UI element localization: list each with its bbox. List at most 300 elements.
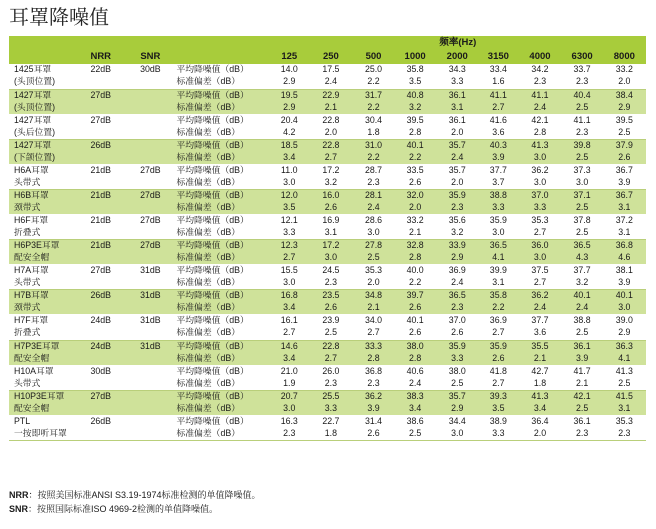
table-row — [9, 114, 646, 139]
sd-value: 3.9 — [618, 277, 631, 288]
snr-cell — [124, 340, 176, 365]
sd-value: 2.0 — [533, 427, 547, 438]
mean-value: 37.7 — [489, 164, 507, 175]
value-cell — [603, 315, 646, 340]
sd-label: 标准偏差（dB） — [176, 76, 240, 86]
model-variant: 配安全帽 — [14, 402, 50, 413]
table-row — [9, 365, 646, 390]
sd-value: 2.8 — [409, 352, 422, 363]
sd-value: 3.0 — [283, 277, 296, 288]
value-cell — [394, 265, 436, 290]
mean-value: 16.1 — [280, 315, 298, 326]
mean-value: 21.0 — [280, 365, 298, 376]
metric-label-cell — [176, 64, 269, 89]
header-blank — [9, 36, 77, 49]
value-cell — [436, 164, 478, 189]
value-cell — [562, 340, 603, 365]
value-cell — [270, 89, 309, 114]
mean-value: 14.0 — [280, 64, 298, 74]
sd-value: 3.1 — [492, 277, 505, 288]
value-cell — [603, 290, 646, 315]
sd-value: 3.3 — [324, 402, 337, 413]
sd-label: 标准偏差（dB） — [176, 427, 240, 438]
mean-value: 41.1 — [573, 114, 591, 125]
model-variant: 折叠式 — [14, 327, 41, 338]
mean-value: 41.8 — [489, 365, 507, 376]
value-cell — [562, 390, 603, 415]
model-name: 1427耳罩 — [14, 89, 52, 100]
frequency-header-cell: 6300 — [562, 49, 603, 64]
value-cell — [478, 415, 518, 440]
sd-value: 1.8 — [533, 377, 547, 388]
mean-value: 35.9 — [448, 189, 466, 200]
value-cell — [603, 365, 646, 390]
value-cell — [436, 390, 478, 415]
sd-value: 2.6 — [451, 327, 464, 338]
mean-value: 35.9 — [448, 340, 466, 351]
sd-value: 2.3 — [283, 427, 296, 438]
value-cell — [394, 290, 436, 315]
sd-value: 2.3 — [367, 377, 380, 388]
nrr-cell — [77, 189, 124, 214]
value-cell — [562, 215, 603, 240]
value-cell — [270, 315, 309, 340]
value-cell — [562, 315, 603, 340]
frequency-header-cell: 4000 — [518, 49, 561, 64]
mean-value: 36.0 — [531, 240, 549, 251]
value-cell — [518, 164, 561, 189]
mean-value: 39.5 — [406, 114, 424, 125]
model-cell — [9, 114, 77, 139]
mean-value: 34.4 — [448, 415, 466, 426]
mean-value: 36.5 — [489, 240, 507, 251]
snr-cell — [124, 89, 176, 114]
sd-value: 2.7 — [492, 101, 505, 112]
sd-value: 2.5 — [451, 377, 464, 388]
mean-value: 31.0 — [364, 139, 383, 150]
mean-value: 17.2 — [322, 240, 340, 251]
sd-value: 2.4 — [533, 101, 547, 112]
sd-value: 2.0 — [451, 176, 464, 187]
sd-value: 3.0 — [533, 176, 547, 187]
value-cell — [394, 340, 436, 365]
table-row — [9, 415, 646, 440]
value-cell — [478, 340, 518, 365]
mean-value: 37.0 — [448, 315, 466, 326]
snr-value: 27dB — [140, 215, 161, 226]
snr-value — [124, 115, 176, 127]
mean-value: 33.5 — [406, 164, 424, 175]
nrr-value: 27dB — [90, 114, 112, 125]
sd-value: 2.5 — [575, 201, 589, 212]
sd-value: 3.1 — [451, 101, 464, 112]
sd-label: 标准偏差（dB） — [176, 101, 240, 112]
value-cell — [603, 139, 646, 164]
value-cell — [394, 64, 436, 89]
mean-value: 35.5 — [531, 340, 549, 351]
sd-value: 3.1 — [618, 201, 631, 212]
value-cell — [309, 265, 353, 290]
value-cell — [270, 415, 309, 440]
mean-value: 38.8 — [489, 189, 507, 200]
mean-value: 41.5 — [615, 390, 633, 401]
sd-label: 标准偏差（dB） — [176, 252, 240, 263]
value-cell — [309, 64, 353, 89]
value-cell — [562, 114, 603, 139]
sd-value: 3.9 — [618, 176, 631, 187]
value-cell — [518, 390, 561, 415]
sd-value: 3.4 — [409, 402, 422, 413]
mean-value: 35.7 — [448, 390, 466, 401]
snr-cell — [124, 365, 176, 390]
value-cell — [309, 215, 353, 240]
metric-label-cell — [176, 139, 269, 164]
nrr-value: 27dB — [90, 89, 112, 100]
mean-value: 36.2 — [531, 290, 549, 301]
value-cell — [603, 265, 646, 290]
value-cell — [309, 139, 353, 164]
sd-value: 3.4 — [283, 352, 296, 363]
table-row — [9, 240, 646, 265]
mean-value: 20.7 — [280, 390, 298, 401]
nrr-cell — [77, 240, 124, 265]
value-cell — [518, 340, 561, 365]
mean-value: 40.0 — [406, 265, 424, 276]
mean-value: 42.1 — [531, 114, 549, 125]
mean-label: 平均降噪值（dB） — [176, 340, 249, 351]
value-cell — [270, 240, 309, 265]
value-cell — [603, 240, 646, 265]
sd-value: 3.0 — [492, 227, 505, 238]
sd-label: 标准偏差（dB） — [176, 302, 240, 313]
snr-value — [124, 391, 176, 403]
mean-value: 22.7 — [322, 415, 340, 426]
value-cell — [478, 114, 518, 139]
sd-value: 3.5 — [283, 201, 296, 212]
model-variant: 一按即听耳罩 — [14, 427, 67, 438]
nrr-value: 27dB — [90, 265, 112, 276]
model-name: 1427耳罩 — [14, 139, 52, 150]
sd-value: 2.3 — [451, 302, 464, 313]
mean-value: 36.1 — [573, 415, 591, 426]
mean-value: 35.9 — [489, 340, 507, 351]
sd-value: 1.6 — [492, 76, 505, 86]
mean-value: 35.9 — [489, 215, 507, 226]
mean-value: 40.4 — [573, 89, 591, 100]
mean-value: 39.8 — [573, 139, 591, 150]
sd-value: 2.6 — [409, 302, 422, 313]
value-cell — [518, 89, 561, 114]
sd-value: 4.1 — [492, 252, 505, 263]
value-cell — [478, 290, 518, 315]
sd-value: 3.7 — [492, 176, 505, 187]
value-cell — [518, 240, 561, 265]
model-cell — [9, 64, 77, 89]
mean-value: 25.0 — [364, 64, 383, 74]
model-variant: (头顶位置) — [14, 76, 56, 86]
value-cell — [270, 164, 309, 189]
model-name: 1427耳罩 — [14, 114, 52, 125]
sd-value: 2.5 — [575, 327, 589, 338]
value-cell — [518, 64, 561, 89]
sd-value: 2.4 — [575, 302, 589, 313]
value-cell — [270, 64, 309, 89]
model-cell — [9, 390, 77, 415]
sd-value: 3.1 — [618, 402, 631, 413]
snr-value — [124, 140, 176, 152]
model-name: H10P3E耳罩 — [14, 390, 65, 401]
footnote — [9, 502, 261, 516]
model-name: H10A耳罩 — [14, 365, 54, 376]
sd-value: 2.7 — [283, 327, 296, 338]
sd-value: 2.2 — [367, 151, 380, 162]
sd-value: 3.1 — [324, 227, 337, 238]
value-cell — [478, 315, 518, 340]
sd-value: 2.0 — [367, 277, 380, 288]
snr-cell — [124, 139, 176, 164]
value-cell — [353, 365, 394, 390]
metric-label-cell — [176, 290, 269, 315]
mean-value: 20.4 — [280, 114, 298, 125]
sd-value: 2.2 — [492, 302, 505, 313]
value-cell — [562, 64, 603, 89]
mean-value: 28.7 — [364, 164, 383, 175]
sd-value: 2.7 — [367, 327, 380, 338]
value-cell — [270, 365, 309, 390]
sd-value: 2.5 — [618, 126, 631, 137]
metric-label-cell — [176, 164, 269, 189]
mean-value: 35.3 — [531, 215, 549, 226]
mean-value: 37.8 — [573, 215, 591, 226]
model-cell — [9, 365, 77, 390]
mean-value: 14.6 — [280, 340, 298, 351]
sd-value: 3.9 — [575, 352, 589, 363]
mean-value: 40.1 — [406, 315, 424, 326]
value-cell — [353, 340, 394, 365]
model-variant: (头顶位置) — [14, 101, 56, 112]
model-name: H6A耳罩 — [14, 164, 49, 175]
model-variant: 配安全帽 — [14, 252, 50, 263]
table-row — [9, 215, 646, 240]
value-cell — [394, 365, 436, 390]
sd-value: 2.1 — [367, 302, 380, 313]
snr-cell — [124, 290, 176, 315]
mean-value: 40.3 — [489, 139, 507, 150]
sd-value: 2.0 — [409, 201, 422, 212]
value-cell — [353, 290, 394, 315]
mean-value: 19.5 — [280, 89, 298, 100]
value-cell — [309, 189, 353, 214]
metric-label-cell — [176, 89, 269, 114]
sd-value: 3.4 — [533, 402, 547, 413]
mean-value: 36.9 — [448, 265, 466, 276]
metric-label-cell — [176, 365, 269, 390]
mean-value: 32.8 — [406, 240, 424, 251]
mean-value: 39.0 — [615, 315, 633, 326]
value-cell — [309, 415, 353, 440]
mean-value: 41.3 — [615, 365, 633, 376]
mean-value: 37.1 — [573, 189, 591, 200]
attenuation-table — [9, 36, 646, 441]
mean-value: 36.2 — [531, 164, 549, 175]
mean-value: 36.4 — [531, 415, 549, 426]
model-cell — [9, 189, 77, 214]
mean-value: 16.8 — [280, 290, 298, 301]
model-cell — [9, 139, 77, 164]
footnote-term: SNR — [9, 504, 29, 514]
model-cell — [9, 164, 77, 189]
value-cell — [436, 64, 478, 89]
snr-cell — [124, 64, 176, 89]
model-variant: 头带式 — [14, 377, 41, 388]
value-cell — [309, 164, 353, 189]
sd-value: 3.0 — [575, 176, 589, 187]
snr-cell — [124, 189, 176, 214]
sd-value: 2.3 — [451, 201, 464, 212]
value-cell — [309, 290, 353, 315]
sd-value: 3.0 — [533, 252, 547, 263]
table-row — [9, 89, 646, 114]
mean-value: 36.7 — [615, 189, 633, 200]
mean-value: 17.2 — [322, 164, 340, 175]
sd-value: 3.3 — [451, 76, 464, 86]
value-cell — [518, 189, 561, 214]
sd-value: 3.4 — [283, 151, 296, 162]
value-cell — [603, 114, 646, 139]
mean-label: 平均降噪值（dB） — [176, 64, 249, 74]
mean-value: 12.0 — [280, 189, 298, 200]
value-cell — [353, 240, 394, 265]
snr-cell — [124, 390, 176, 415]
mean-value: 25.5 — [322, 390, 340, 401]
sd-value: 3.4 — [283, 302, 296, 313]
value-cell — [436, 340, 478, 365]
mean-label: 平均降噪值（dB） — [176, 290, 249, 301]
mean-value: 41.6 — [489, 114, 507, 125]
mean-value: 42.7 — [531, 365, 549, 376]
value-cell — [309, 390, 353, 415]
sd-label: 标准偏差（dB） — [176, 227, 240, 238]
mean-value: 35.6 — [448, 215, 466, 226]
value-cell — [603, 390, 646, 415]
sd-value: 2.4 — [533, 302, 547, 313]
value-cell — [518, 365, 561, 390]
sd-value: 2.9 — [618, 101, 631, 112]
mean-value: 38.3 — [406, 390, 424, 401]
sd-value: 3.5 — [409, 76, 422, 86]
mean-value: 16.0 — [322, 189, 340, 200]
sd-value: 3.0 — [283, 176, 296, 187]
value-cell — [394, 114, 436, 139]
mean-value: 37.5 — [531, 265, 549, 276]
table-row — [9, 265, 646, 290]
value-cell — [309, 365, 353, 390]
mean-value: 34.3 — [448, 64, 466, 74]
mean-value: 22.9 — [322, 89, 340, 100]
mean-value: 39.3 — [489, 390, 507, 401]
sd-value: 2.4 — [409, 377, 422, 388]
value-cell — [518, 139, 561, 164]
sd-value: 2.6 — [618, 151, 631, 162]
mean-value: 23.9 — [322, 315, 340, 326]
value-cell — [270, 340, 309, 365]
metric-label-cell — [176, 315, 269, 340]
nrr-cell — [77, 290, 124, 315]
sd-value: 2.7 — [324, 151, 337, 162]
footnote — [9, 488, 261, 502]
sd-label: 标准偏差（dB） — [176, 277, 240, 288]
sd-value: 2.9 — [451, 252, 464, 263]
sd-value: 2.2 — [367, 76, 380, 86]
nrr-value: 26dB — [90, 139, 112, 150]
nrr-cell — [77, 365, 124, 390]
model-variant: (下颌位置) — [14, 151, 56, 162]
sd-value: 2.7 — [492, 327, 505, 338]
model-name: H7P3E耳罩 — [14, 340, 60, 351]
sd-value: 3.3 — [492, 427, 505, 438]
value-cell — [478, 390, 518, 415]
value-cell — [270, 290, 309, 315]
model-cell — [9, 340, 77, 365]
value-cell — [518, 114, 561, 139]
mean-value: 39.5 — [615, 114, 633, 125]
mean-label: 平均降噪值（dB） — [176, 215, 249, 226]
sd-value: 3.6 — [492, 126, 505, 137]
nrr-value: 30dB — [90, 365, 112, 376]
sd-label: 标准偏差（dB） — [176, 176, 240, 187]
nrr-value: 24dB — [90, 340, 112, 351]
value-cell — [562, 189, 603, 214]
sd-value: 4.1 — [618, 352, 631, 363]
table-row — [9, 164, 646, 189]
snr-cell — [124, 164, 176, 189]
snr-value: 31dB — [140, 340, 161, 351]
sd-label: 标准偏差（dB） — [176, 151, 240, 162]
footnote-term: NRR — [9, 490, 29, 500]
nrr-cell — [77, 114, 124, 139]
sd-value: 3.3 — [451, 352, 464, 363]
value-cell — [270, 215, 309, 240]
model-name: H6F耳罩 — [14, 215, 49, 226]
mean-label: 平均降噪值（dB） — [176, 240, 249, 251]
mean-value: 41.3 — [531, 390, 549, 401]
sd-value: 3.1 — [618, 227, 631, 238]
metric-label-cell — [176, 265, 269, 290]
value-cell — [436, 114, 478, 139]
mean-label: 平均降噪值（dB） — [176, 139, 249, 150]
table-row — [9, 340, 646, 365]
metric-label-cell — [176, 415, 269, 440]
mean-value: 30.4 — [364, 114, 383, 125]
value-cell — [436, 290, 478, 315]
snr-value — [124, 366, 176, 378]
mean-value: 36.1 — [448, 114, 466, 125]
mean-value: 15.5 — [280, 265, 298, 276]
sd-value: 2.5 — [618, 377, 631, 388]
mean-value: 16.9 — [322, 215, 340, 226]
sd-value: 2.8 — [533, 126, 547, 137]
snr-value: 31dB — [140, 315, 161, 326]
mean-label: 平均降噪值（dB） — [176, 315, 249, 326]
sd-value: 2.3 — [533, 76, 547, 86]
mean-value: 11.0 — [281, 164, 298, 175]
nrr-value: 26dB — [90, 290, 112, 301]
sd-label: 标准偏差（dB） — [176, 402, 240, 413]
footnote-text: ：按照国际标准ISO 4969-2检测的单值降噪值。 — [28, 504, 219, 514]
mean-value: 34.2 — [531, 64, 549, 74]
sd-value: 2.7 — [533, 277, 547, 288]
nrr-value: 26dB — [90, 415, 112, 426]
